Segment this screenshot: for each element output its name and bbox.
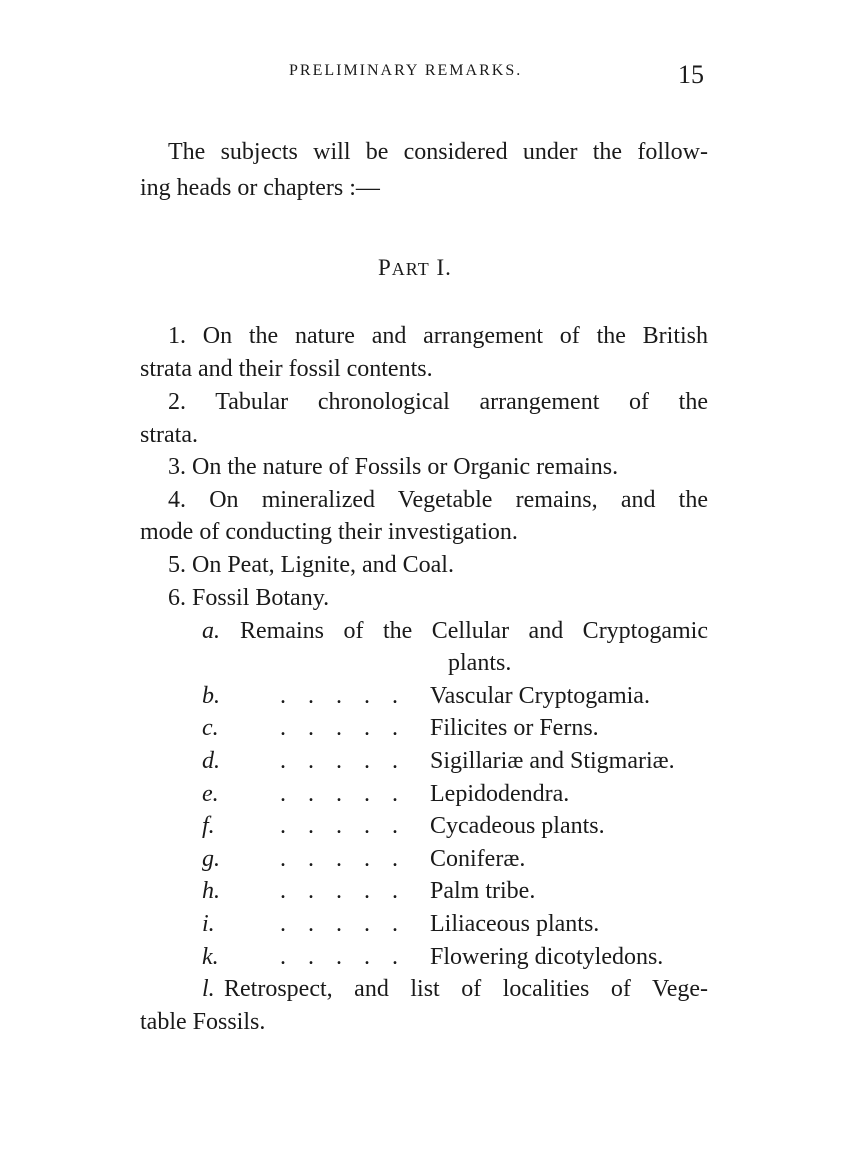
sub-f-letter: f. <box>202 813 215 839</box>
sub-c-dots: . . . . . <box>280 715 406 741</box>
intro-line-1: The subjects will be considered under the follow- <box>168 139 708 165</box>
sub-b-dots: . . . . . <box>280 683 406 709</box>
sub-h-letter: h. <box>202 878 220 904</box>
sub-i-letter: i. <box>202 911 215 937</box>
item-1-line-2: strata and their fossil contents. <box>140 356 433 382</box>
sub-e-text: Lepidodendra. <box>430 781 570 807</box>
sub-e-letter: e. <box>202 781 219 807</box>
page-number: 15 <box>678 60 704 89</box>
sub-f-dots: . . . . . <box>280 813 406 839</box>
item-1-line-1: 1. On the nature and arrangement of the British <box>168 323 708 349</box>
sub-g-letter: g. <box>202 846 220 872</box>
sub-h-dots: . . . . . <box>280 878 406 904</box>
sub-g-dots: . . . . . <box>280 846 406 872</box>
sub-b-text: Vascular Cryptogamia. <box>430 683 650 709</box>
part-heading-numeral: I. <box>429 255 452 280</box>
sub-f-text: Cycadeous plants. <box>430 813 605 839</box>
sub-k-text: Flowering dicotyledons. <box>430 944 664 970</box>
sub-l-letter: l. <box>202 976 215 1002</box>
sub-d-text: Sigillariæ and Stigmariæ. <box>430 748 675 774</box>
item-4-line-2: mode of conducting their investigation. <box>140 519 518 545</box>
running-header: PRELIMINARY REMARKS. <box>289 62 523 79</box>
sub-k-letter: k. <box>202 944 219 970</box>
sub-a-text: Remains of the Cellular and Cryptogamic <box>240 618 708 644</box>
part-heading-initial: P <box>378 255 392 280</box>
sub-i-dots: . . . . . <box>280 911 406 937</box>
sub-c-letter: c. <box>202 715 219 741</box>
item-3: 3. On the nature of Fossils or Organic remains. <box>168 454 619 480</box>
item-6: 6. Fossil Botany. <box>168 585 330 611</box>
sub-l-text: Retrospect, and list of localities of Vege- <box>224 976 708 1002</box>
sub-i-text: Liliaceous plants. <box>430 911 600 937</box>
part-heading-smallcaps: ART <box>391 259 430 279</box>
item-4-line-1: 4. On mineralized Vegetable remains, and the <box>168 487 708 513</box>
sub-d-dots: . . . . . <box>280 748 406 774</box>
sub-e-dots: . . . . . <box>280 781 406 807</box>
sub-h-text: Palm tribe. <box>430 878 536 904</box>
sub-k-dots: . . . . . <box>280 944 406 970</box>
sub-c-text: Filicites or Ferns. <box>430 715 599 741</box>
part-heading <box>378 255 452 281</box>
intro-line-2: ing heads or chapters :— <box>140 175 380 201</box>
sub-d-letter: d. <box>202 748 220 774</box>
item-2-line-2: strata. <box>140 422 198 448</box>
item-5: 5. On Peat, Lignite, and Coal. <box>168 552 454 578</box>
sub-l-text-2: table Fossils. <box>140 1009 266 1035</box>
item-2-line-1: 2. Tabular chronological arrangement of the <box>168 389 708 415</box>
sub-b-letter: b. <box>202 683 220 709</box>
sub-a-letter: a. <box>202 618 220 644</box>
sub-a-text-2: plants. <box>448 650 512 676</box>
sub-g-text: Coniferæ. <box>430 846 526 872</box>
